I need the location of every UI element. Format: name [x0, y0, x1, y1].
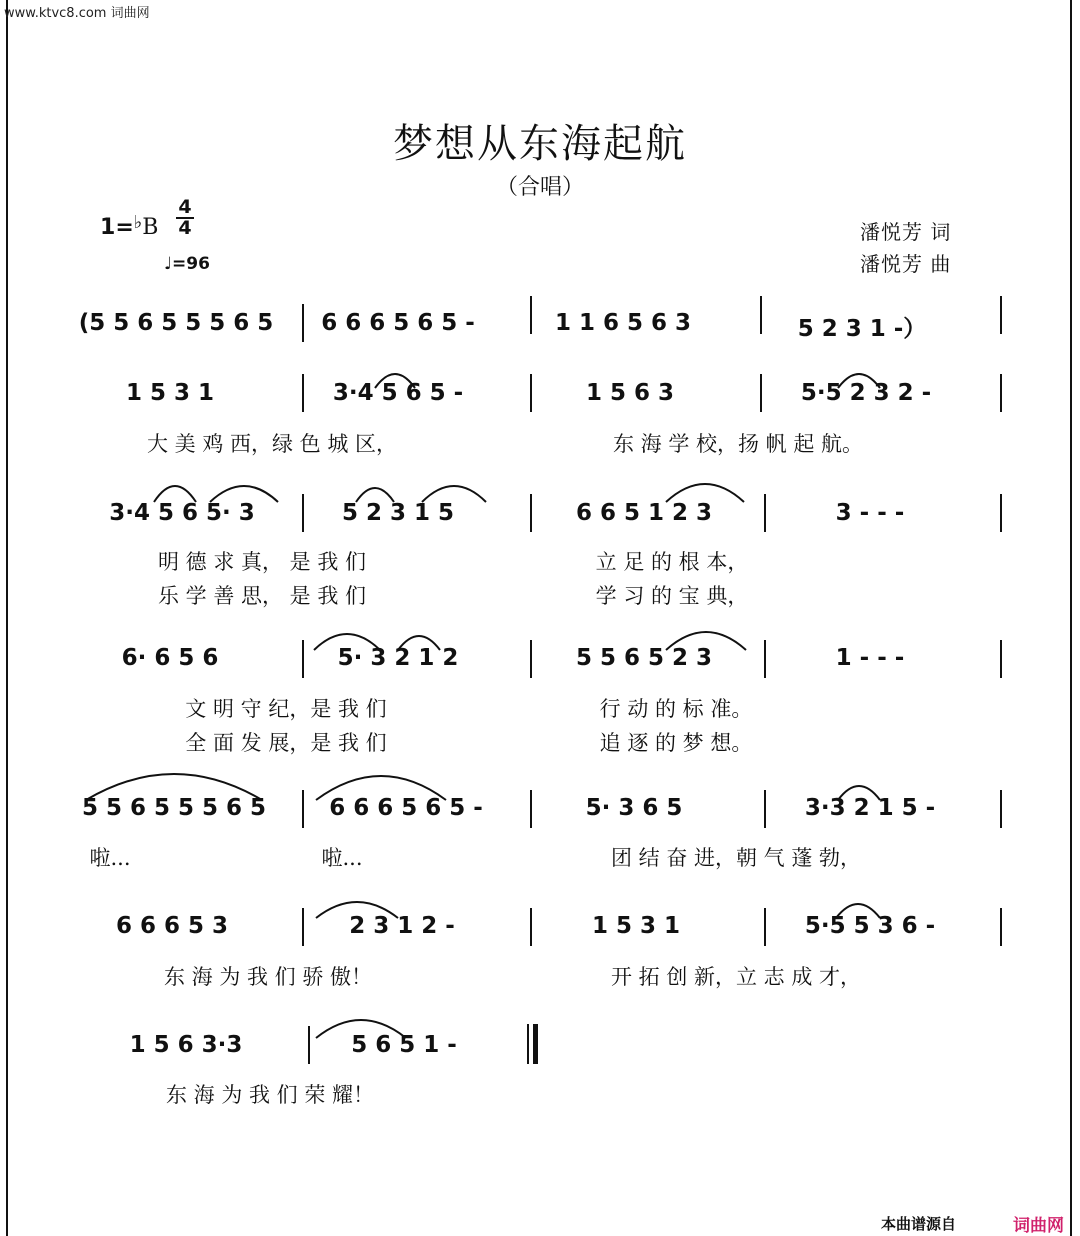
measure-notes: 1 1 6 5 6 3 — [554, 310, 692, 336]
measure-notes: 5· 3 6 5 — [585, 795, 683, 821]
measure-notes: 6 6 6 5 6 5 - — [321, 310, 475, 336]
measure-notes: 5· 3 2 1 2 — [337, 645, 459, 671]
tempo-marking: ♩=96 — [164, 254, 210, 274]
bar-line — [302, 374, 304, 412]
measure-notes: 5·5 5 3 6 - — [804, 913, 936, 939]
measure-notes: 6 6 6 5 6 5 - — [329, 795, 483, 821]
bar-line — [302, 640, 304, 678]
bar-line — [1000, 790, 1002, 828]
measure-notes: 1 5 6 3 — [585, 380, 675, 406]
lyric-line: 文 明 守 纪，是 我 们 — [185, 697, 387, 721]
lyric-line: 东 海 学 校，扬 帆 起 航。 — [612, 432, 864, 456]
measure-notes: 5 5 6 5 5 5 6 5 — [81, 795, 267, 821]
lyric-line: 立 足 的 根 本， — [595, 550, 749, 574]
song-subtitle: （合唱） — [495, 175, 584, 200]
bar-line — [530, 908, 532, 946]
lyric-line: 全 面 发 展，是 我 们 — [185, 731, 387, 755]
site-brand-logo: 词曲网 — [1013, 1216, 1064, 1236]
measure-notes: 5 2 3 1 -） — [797, 316, 927, 342]
quarter-note-icon: ♩ — [164, 254, 173, 274]
bar-line — [308, 1026, 310, 1064]
lyricist-credit: 潘悦芳 词 — [860, 220, 952, 244]
measure-notes: 3 - - - — [835, 500, 905, 526]
bar-line — [302, 908, 304, 946]
measure-notes: 5 6 5 1 - — [351, 1032, 457, 1058]
composer-credit: 潘悦芳 曲 — [860, 252, 952, 276]
bar-line — [764, 908, 766, 946]
bar-line — [530, 296, 532, 334]
measure-notes: 1 - - - — [835, 645, 905, 671]
measure-notes: 3·4 5 6 5· 3 — [109, 500, 255, 526]
measure-notes: 1 5 3 1 — [591, 913, 681, 939]
lyric-line: 东 海 为 我 们 骄 傲！ — [163, 965, 373, 989]
lyric-line: 东 海 为 我 们 荣 耀！ — [165, 1083, 375, 1107]
measure-notes: 2 3 1 2 - — [349, 913, 455, 939]
measure-notes: 1 5 3 1 — [125, 380, 215, 406]
bar-line — [530, 640, 532, 678]
bar-line — [764, 790, 766, 828]
measure-notes: 3·3 2 1 5 - — [804, 795, 936, 821]
measure-notes: 6 6 6 5 3 — [115, 913, 229, 939]
lyric-line: 啦... — [321, 846, 363, 870]
bar-line — [302, 304, 304, 342]
measure-notes: 5 5 6 5 2 3 — [575, 645, 713, 671]
bar-line — [530, 374, 532, 412]
bar-line — [1000, 640, 1002, 678]
bar-line — [530, 494, 532, 532]
final-bar-thin — [527, 1024, 529, 1064]
bar-line — [302, 790, 304, 828]
watermark-text: www.ktvc8.com 词曲网 — [4, 6, 150, 21]
lyric-line: 行 动 的 标 准。 — [599, 697, 753, 721]
time-signature: 4 4 — [176, 198, 194, 238]
lyric-line: 开 拓 创 新，立 志 成 才， — [610, 965, 862, 989]
bar-line — [764, 640, 766, 678]
lyric-line: 学 习 的 宝 典， — [595, 584, 749, 608]
lyric-line: 团 结 奋 进，朝 气 蓬 勃， — [610, 846, 862, 870]
measure-notes: 6· 6 5 6 — [121, 645, 219, 671]
lyric-line: 明 德 求 真， 是 我 们 — [157, 550, 367, 574]
bar-line — [530, 790, 532, 828]
measure-notes: 1 5 6 3·3 — [129, 1032, 243, 1058]
bar-line — [760, 296, 762, 334]
bar-line — [302, 494, 304, 532]
lyric-line: 追 逐 的 梦 想。 — [599, 731, 753, 755]
lyric-line: 乐 学 善 思， 是 我 们 — [157, 584, 367, 608]
measure-notes: 3·4 5 6 5 - — [332, 380, 464, 406]
measure-notes: 5·5 2 3 2 - — [800, 380, 932, 406]
measure-notes: 6 6 5 1 2 3 — [575, 500, 713, 526]
bar-line — [1000, 908, 1002, 946]
source-label: 本曲谱源自 — [880, 1215, 956, 1233]
bar-line — [764, 494, 766, 532]
final-bar-thick — [533, 1024, 538, 1064]
bar-line — [760, 374, 762, 412]
bar-line — [1000, 374, 1002, 412]
bar-line — [1000, 494, 1002, 532]
bar-line — [1000, 296, 1002, 334]
key-signature: 1=♭B — [100, 212, 159, 240]
measure-notes: 5 2 3 1 5 — [341, 500, 455, 526]
lyric-line: 啦... — [89, 846, 131, 870]
measure-notes: (5 5 6 5 5 5 6 5 — [78, 310, 274, 336]
lyric-line: 大 美 鸡 西，绿 色 城 区， — [146, 432, 398, 456]
song-title: 梦想从东海起航 — [393, 121, 687, 167]
